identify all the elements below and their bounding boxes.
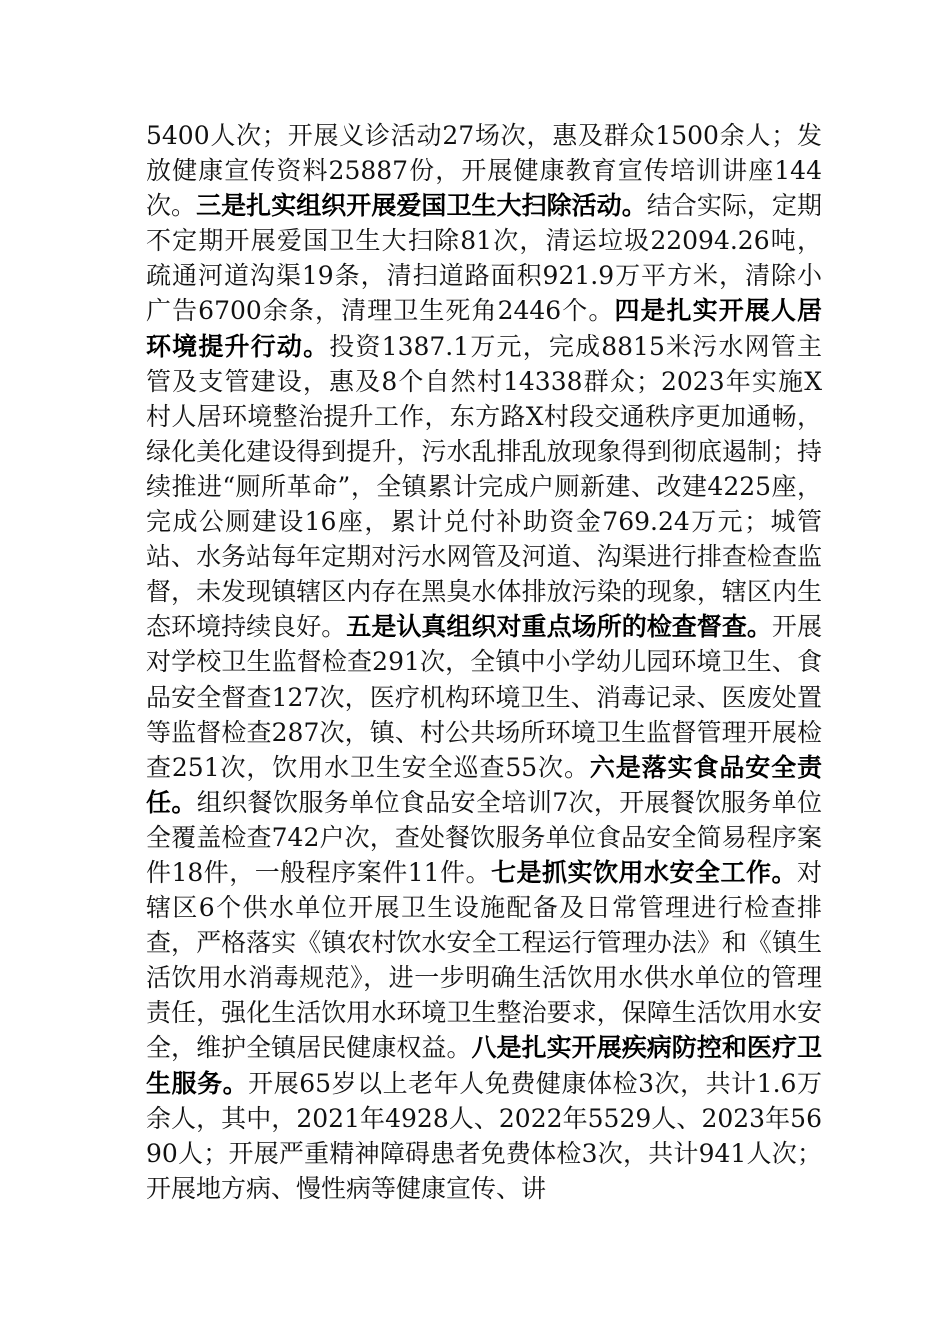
text-run: 对辖区6个供水单位开展卫生设施配备及日常管理进行检查排查，严格落实《镇农村饮水安全工程运行管理办法》和《镇生活饮用水消毒规范》，进一步明确生活饮用水供水单位的管理责任，强化生活饮用水环境卫生整治要求，保障生活饮用水安全，维护全镇居民健康权益。 — [146, 857, 822, 1063]
section-heading-6: 六是落实食品安全责任。 — [146, 752, 822, 817]
section-heading-5: 五是认真组织对重点场所的检查督查。 — [346, 612, 772, 642]
text-run: 投资1387.1万元，完成8815米污水网管主管及支管建设，惠及8个自然村14338群众；2023年实施X村人居环境整治提升工作，东方路X村段交通秩序更加通畅，绿化美化建设得到提升，污水乱排乱放现象得到彻底遏制；持续推进“厕所革命”，全镇累计完成户厕新建、改建4225座，完成公厕建设16座，累计兑付补助资金769.24万元；城管站、水务站每年定期对污水网管及河道、沟渠进行排查检查监督，未发现镇辖区内存在黑臭水体排放污染的现象，辖区内生态环境持续良好。 — [146, 331, 822, 642]
text-run: 组织餐饮服务单位食品安全培训7次，开展餐饮服务单位全覆盖检查742户次，查处餐饮服务单位食品安全简易程序案件18件，一般程序案件11件。 — [146, 787, 822, 887]
section-heading-3: 三是扎实组织开展爱国卫生大扫除活动。 — [196, 191, 647, 221]
text-run: 开展65岁以上老年人免费健康体检3次，共计1.6万余人，其中，2021年4928人、2022年5529人、2023年5690人；开展严重精神障碍患者免费体检3次，共计941人次；开展地方病、慢性病等健康宣传、讲 — [146, 1068, 822, 1203]
text-run: 开展对学校卫生监督检查291次，全镇中小学幼儿园环境卫生、食品安全督查127次，医疗机构环境卫生、消毒记录、医废处置等监督检查287次，镇、村公共场所环境卫生监督管理开展检查251次，饮用水卫生安全巡查55次。 — [146, 612, 822, 782]
section-heading-8: 八是扎实开展疾病防控和医疗卫生服务。 — [146, 1033, 822, 1098]
text-run: 5400人次；开展义诊活动27场次，惠及群众1500余人；发放健康宣传资料25887份，开展健康教育宣传培训讲座144次。 — [146, 121, 822, 221]
section-heading-4: 四是扎实开展人居环境提升行动。 — [146, 296, 822, 361]
section-heading-7: 七是抓实饮用水安全工作。 — [491, 857, 797, 887]
text-run: 结合实际，定期不定期开展爱国卫生大扫除81次，清运垃圾22094.26吨，疏通河道沟渠19条，清扫道路面积921.9万平方米，清除小广告6700余条，清理卫生死角2446个。 — [146, 191, 822, 326]
body-paragraph — [146, 118, 822, 1206]
